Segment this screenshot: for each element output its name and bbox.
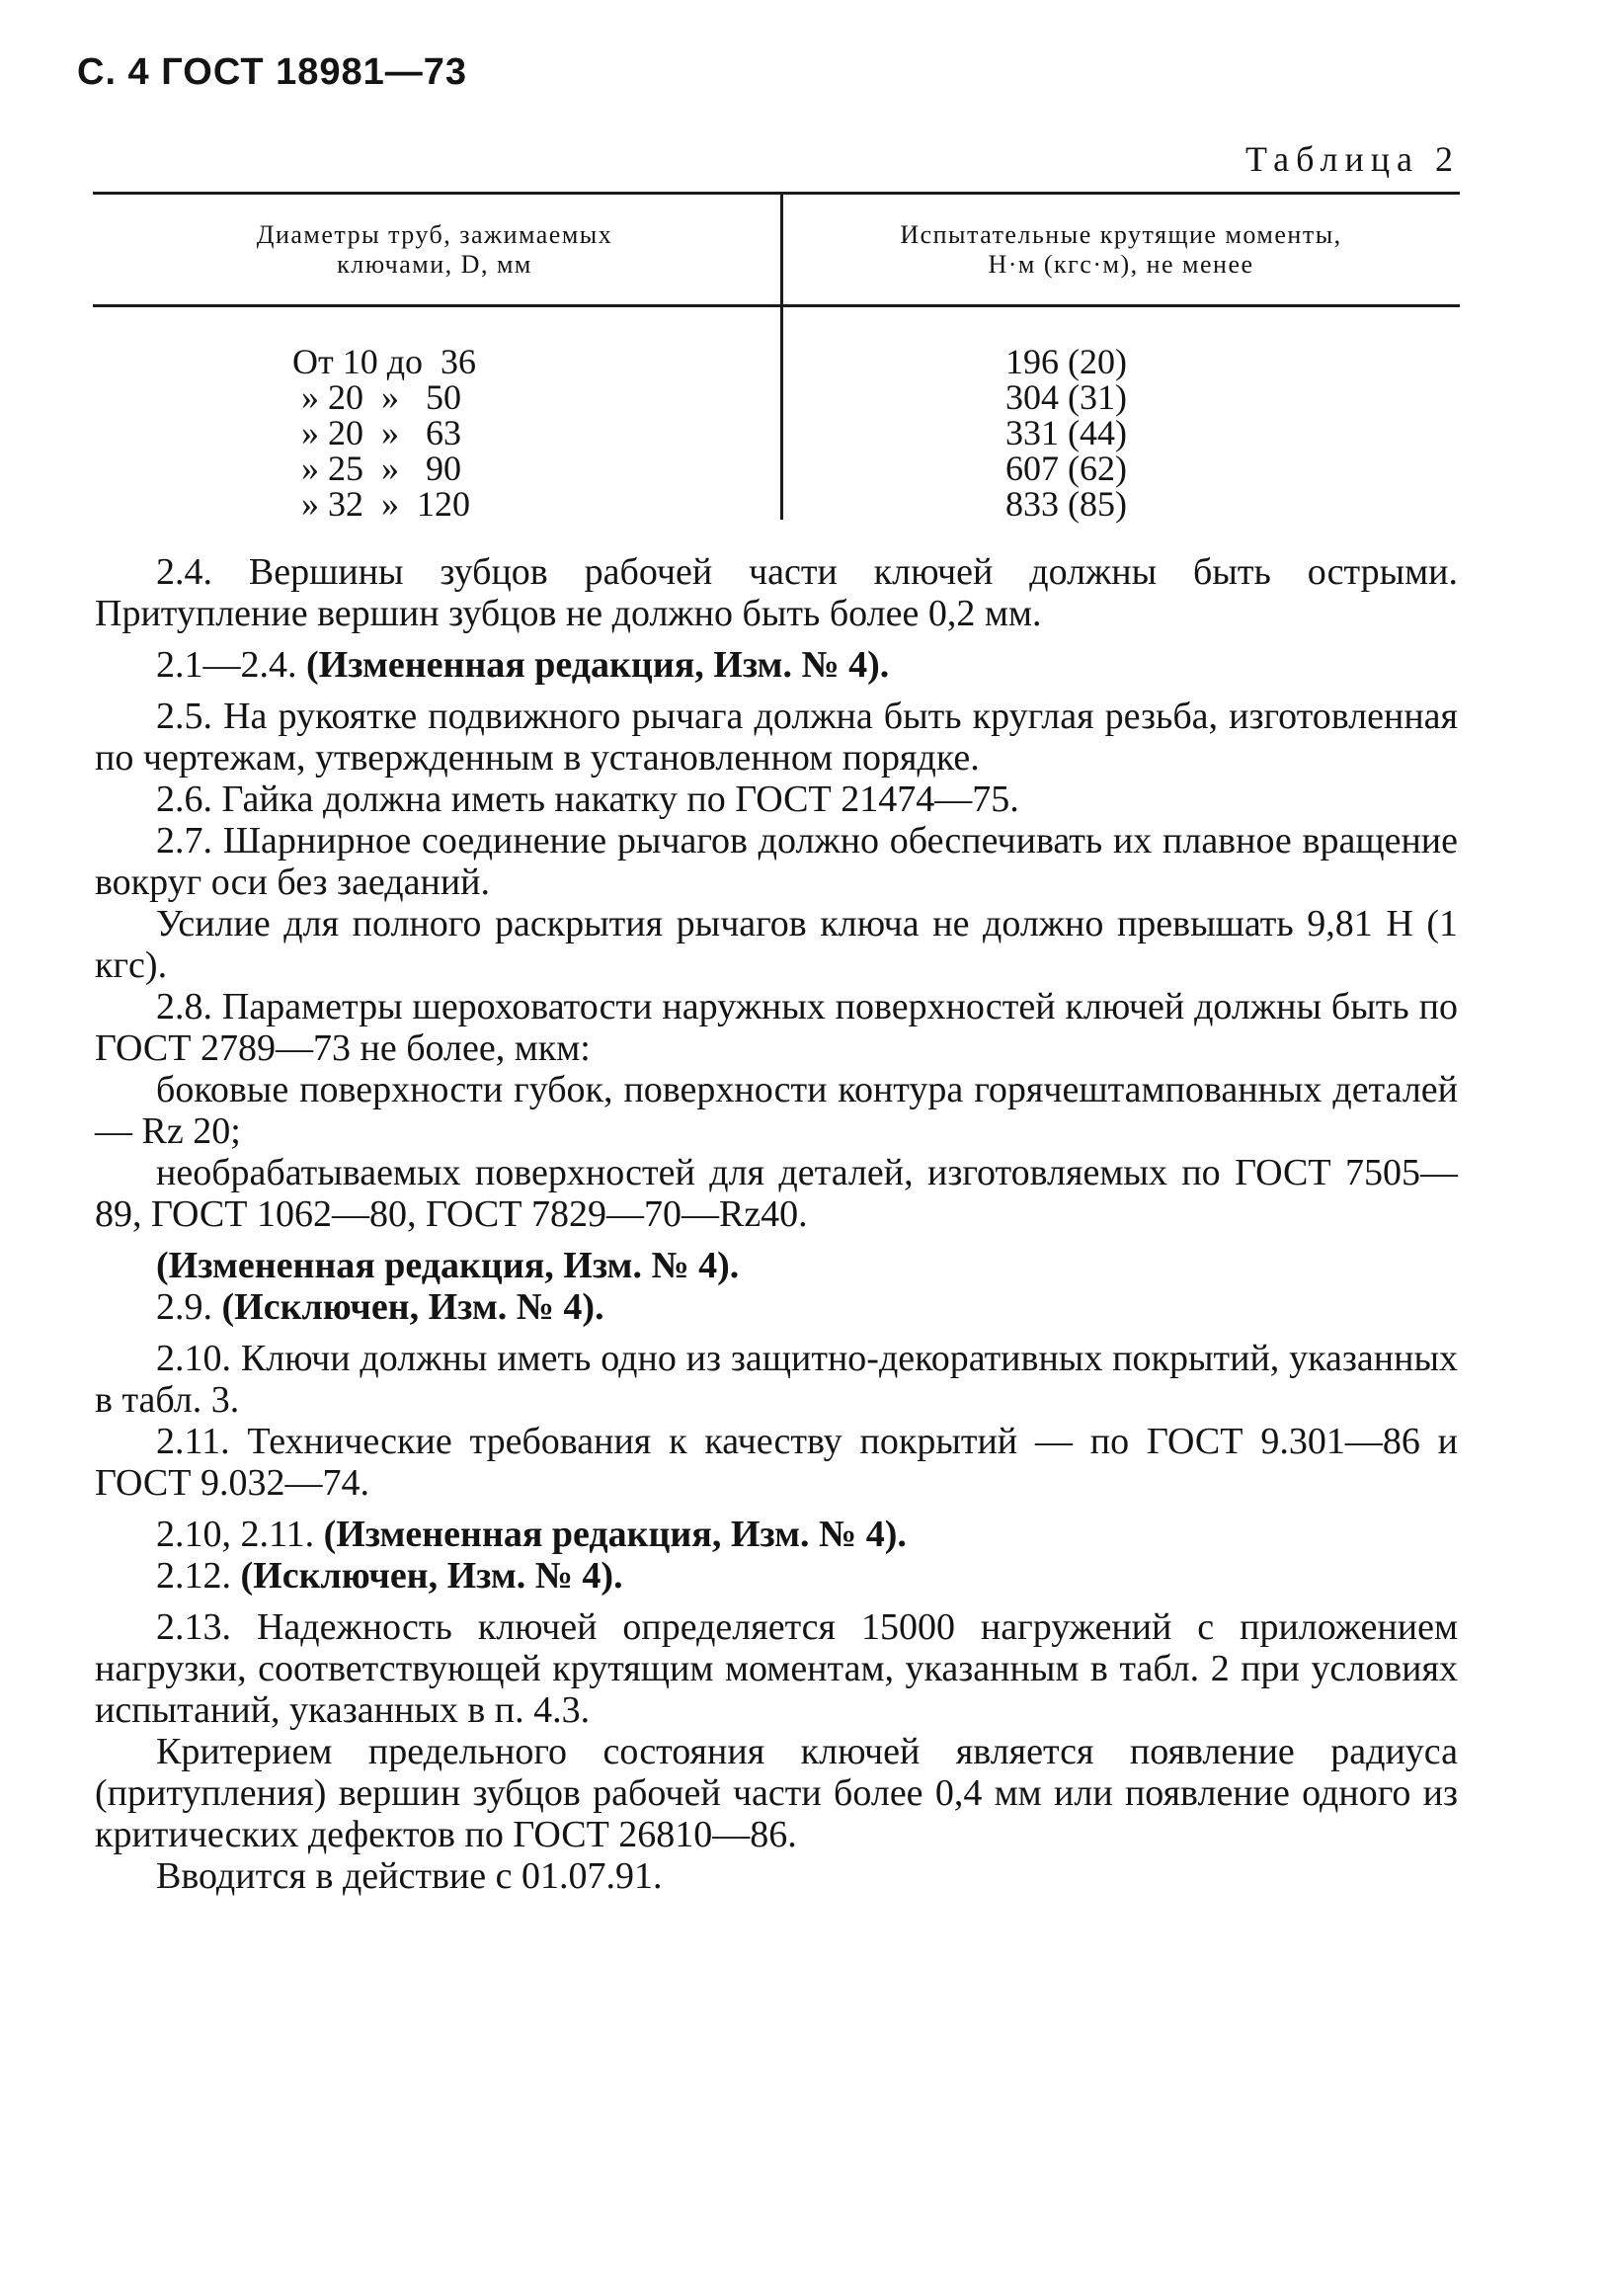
body-text xyxy=(95,551,1458,1897)
paragraph: 2.11. Технические требования к качеству покрытий — по ГОСТ 9.301—86 и ГОСТ 9.032—74. xyxy=(95,1421,1458,1504)
table-cell-torque: 833 (85) xyxy=(1005,484,1127,524)
table-cell-diameter: » 20 » 50 xyxy=(292,377,461,417)
table-cell-torque: 607 (62) xyxy=(1005,449,1127,488)
paragraph: 2.6. Гайка должна иметь накатку по ГОСТ 21474—75. xyxy=(156,779,1019,820)
paragraph: Усилие для полного раскрытия рычагов ключа не должно превышать 9,81 Н (1 кгс). xyxy=(95,903,1458,986)
table-cell-diameter: » 25 » 90 xyxy=(292,449,461,488)
paragraph: 2.12. (Исключен, Изм. № 4). xyxy=(156,1555,623,1597)
paragraph: боковые поверхности губок, поверхности контура горячештампованных деталей — Rz 20; xyxy=(95,1069,1458,1152)
table-header-rule xyxy=(93,304,1460,307)
table-cell-torque: 331 (44) xyxy=(1005,413,1127,452)
paragraph: 2.13. Надежность ключей определяется 15000 нагружений с приложением нагрузки, соответствующей крутящим моментам, указанным в табл. 2 при условиях испытаний, указанных в п. 4.3. xyxy=(95,1606,1458,1731)
amendment-note: (Измененная редакция, Изм. № 4). xyxy=(323,1514,907,1555)
table-cell-diameter: » 32 » 120 xyxy=(292,484,470,524)
table-column-divider xyxy=(780,194,783,520)
table-caption: Таблица 2 xyxy=(1245,139,1460,179)
header-line: Диаметры труб, зажимаемых xyxy=(256,220,613,249)
header-line: Испытательные крутящие моменты, xyxy=(900,220,1342,249)
table-header-diameter xyxy=(109,220,761,280)
paragraph: необрабатываемых поверхностей для деталей, изготовляемых по ГОСТ 7505—89, ГОСТ 1062—80, ГОСТ 7829—70—Rz40. xyxy=(95,1152,1458,1235)
page-header: С. 4 ГОСТ 18981—73 xyxy=(77,51,468,93)
paragraph: Критерием предельного состояния ключей является появление радиуса (притупления) вершин зубцов рабочей части более 0,4 мм или появление одного из критических дефектов по ГОСТ 26810—86. xyxy=(95,1731,1458,1855)
table-column-torque xyxy=(1005,344,1262,522)
header-line: ключами, D, мм xyxy=(337,250,532,279)
table-header-torque xyxy=(795,220,1447,280)
amendment-note: (Исключен, Изм. № 4). xyxy=(221,1286,604,1328)
paragraph: 2.4. Вершины зубцов рабочей части ключей должны быть острыми. Притупление вершин зубцов не должно быть более 0,2 мм. xyxy=(95,551,1458,634)
paragraph: 2.9. (Исключен, Изм. № 4). xyxy=(156,1286,604,1328)
paragraph: 2.1—2.4. (Измененная редакция, Изм. № 4). xyxy=(156,644,890,686)
paragraph: 2.10, 2.11. (Измененная редакция, Изм. № 4). xyxy=(156,1514,907,1555)
paragraph: 2.5. На рукоятке подвижного рычага должна быть круглая резьба, изготовленная по чертежам, утвержденным в установленном порядке. xyxy=(95,696,1458,779)
paragraph: 2.7. Шарнирное соединение рычагов должно обеспечивать их плавное вращение вокруг оси без заеданий. xyxy=(95,820,1458,903)
table-cell-torque: 196 (20) xyxy=(1005,342,1127,381)
table-cell-diameter: » 20 » 63 xyxy=(292,413,461,452)
table-column-diameter xyxy=(292,344,589,522)
table-cell-diameter: От 10 до 36 xyxy=(292,342,477,381)
paragraph: 2.10. Ключи должны иметь одно из защитно-декоративных покрытий, указанных в табл. 3. xyxy=(95,1338,1458,1421)
table-cell-torque: 304 (31) xyxy=(1005,377,1127,417)
amendment-note: (Измененная редакция, Изм. № 4). xyxy=(306,644,890,686)
paragraph: (Измененная редакция, Изм. № 4). xyxy=(156,1245,740,1286)
paragraph: 2.8. Параметры шероховатости наружных поверхностей ключей должны быть по ГОСТ 2789—73 не более, мкм: xyxy=(95,986,1458,1069)
paragraph: Вводится в действие с 01.07.91. xyxy=(156,1855,663,1897)
amendment-note: (Исключен, Изм. № 4). xyxy=(240,1555,623,1597)
header-line: Н·м (кгс·м), не менее xyxy=(988,250,1254,279)
table-top-rule xyxy=(93,192,1460,195)
